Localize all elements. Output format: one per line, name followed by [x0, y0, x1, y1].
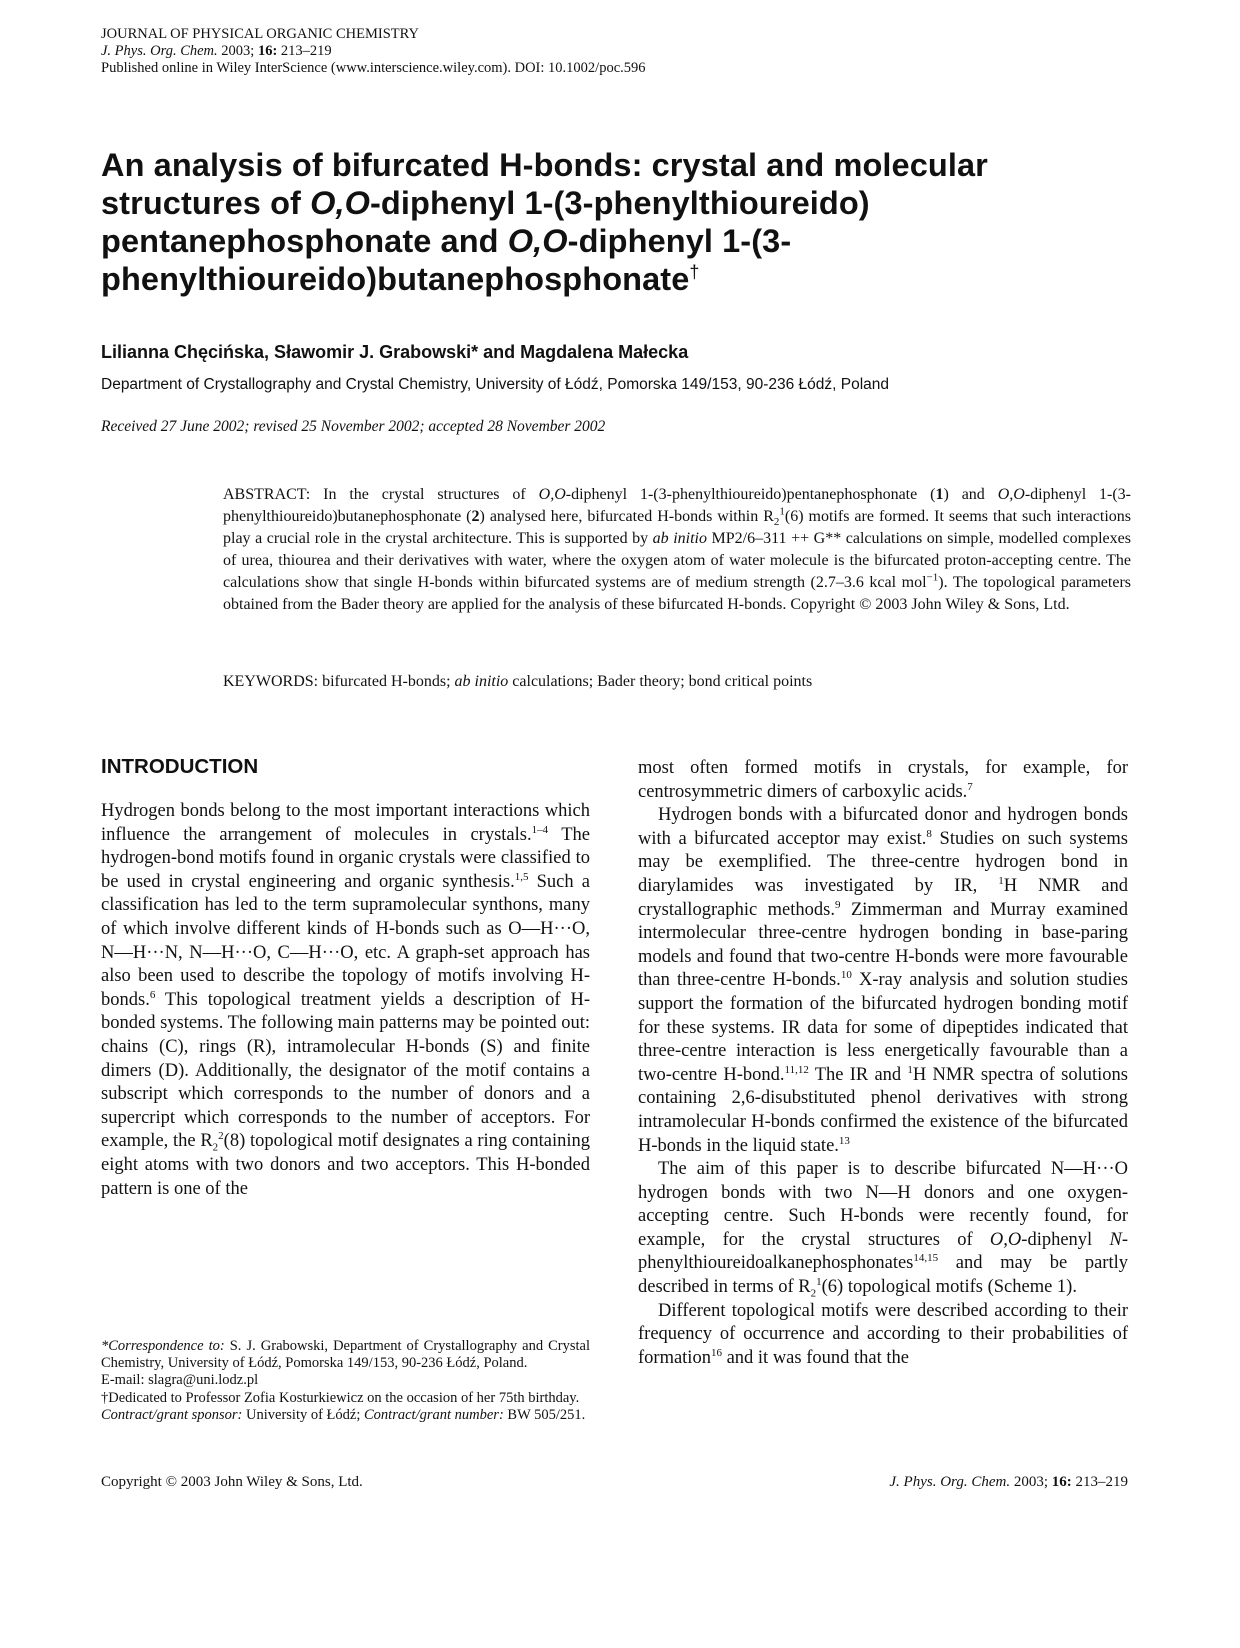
- footnote-text: BW 505/251.: [503, 1406, 586, 1423]
- title-italic: O,O: [310, 185, 370, 221]
- body-text: (8) topological motif designates a ring containing eight atoms with two donors and two acceptors. This H-bonded pattern is one of the: [101, 1131, 590, 1199]
- body-text: Hydrogen bonds belong to the most important interactions which influence the arrangement of molecules in crystals.: [101, 801, 590, 845]
- footer-pages: 213–219: [1075, 1474, 1128, 1490]
- body-text: H NMR spectra of solutions containing 2,6-disubstituted phenol derivatives with strong intramolecular H-bonds confirmed the existence of the bifurcated H-bonds in the liquid state.: [638, 1064, 1128, 1156]
- body-text: -phenylthioureidoalkanephosphonates: [638, 1229, 1128, 1274]
- footer-copyright: Copyright © 2003 John Wiley & Sons, Ltd.: [101, 1474, 363, 1490]
- body-text: The aim of this paper is to describe bifurcated N—H···O hydrogen bonds with two N—H donors and one oxygen-accepting centre. Such H-bonds were recently found, for example, for the crystal structures of: [638, 1159, 1128, 1250]
- keywords-text: KEYWORDS: bifurcated H-bonds;: [223, 673, 455, 690]
- title-italic: O,O: [507, 223, 568, 259]
- reference-superscript: 16: [710, 1346, 722, 1359]
- body-text: The IR and: [808, 1064, 908, 1085]
- abstract: [223, 484, 1131, 616]
- keywords-text: calculations; Bader theory; bond critical points: [508, 673, 813, 690]
- abstract-subscript: 2: [773, 516, 780, 529]
- footnotes: [101, 1338, 590, 1424]
- abstract-text: MP2/6–311 ++ G** calculations on simple, modelled complexes of urea, thiourea and their derivatives with water, where the oxygen atom of water molecule is the bifurcated proton-accepting centre. The calculations show that single H-bonds within bifurcated systems are of medium strength (2.7–3.6 kcal mol: [223, 530, 1131, 591]
- section-heading-introduction: INTRODUCTION: [101, 755, 259, 778]
- abstract-bold: 1: [935, 486, 944, 503]
- subscript: 2: [212, 1142, 219, 1154]
- email-footnote: E-mail: slagra@uni.lodz.pl: [101, 1372, 259, 1389]
- body-paragraph: [638, 757, 1128, 804]
- citation-abbrev: J. Phys. Org. Chem.: [101, 43, 218, 59]
- reference-superscript: 1,5: [514, 870, 529, 883]
- abstract-text: ). The topological parameters obtained from the Bader theory are applied for the analysis of these bifurcated H-bonds. Copyright © 2003 John Wiley & Sons, Ltd.: [223, 574, 1131, 613]
- title-dagger: †: [689, 262, 700, 283]
- body-text: Different topological motifs were described according to their frequency of occurrence and according to their probabilities of formation: [638, 1300, 1128, 1368]
- correspondence-footnote: [101, 1338, 590, 1372]
- body-column-left: [101, 800, 590, 1201]
- body-text: Zimmerman and Murray examined intermolecular three-centre hydrogen bonding in base-paring models and found that two-centre H-bonds were more favourable than three-centre H-bonds.: [638, 899, 1128, 991]
- body-text: -diphenyl: [1021, 1229, 1110, 1250]
- grant-footnote: [101, 1407, 590, 1424]
- body-text: Such a classification has led to the term supramolecular synthons, many of which involve different kinds of H-bonds such as O—H···O, N—H···N, N—H···O, C—H···O, etc. A graph-set approach has also been used to describe the topology of motifs involving H-bonds.: [101, 871, 590, 1010]
- footer-journal: J. Phys. Org. Chem.: [889, 1474, 1011, 1490]
- footnote-label: *Correspondence to:: [101, 1338, 225, 1354]
- body-italic: N: [1109, 1229, 1122, 1250]
- citation-pages: 213–219: [280, 43, 332, 59]
- abstract-superscript: 1: [779, 505, 785, 518]
- authors: Lilianna Chęcińska, Sławomir J. Grabowski* and Magdalena Małecka: [101, 342, 689, 362]
- footer-volume: 16:: [1051, 1474, 1072, 1490]
- body-text: The hydrogen-bond motifs found in organic crystals were classified to be used in crystal engineering and organic synthesis.: [101, 824, 591, 892]
- abstract-text: ABSTRACT: In the crystal structures of: [223, 486, 539, 503]
- abstract-text: ) analysed here, bifurcated H-bonds within R: [479, 508, 774, 525]
- body-text: Hydrogen bonds with a bifurcated donor and hydrogen bonds with a bifurcated acceptor may exist.: [638, 805, 1128, 849]
- footnote-text: University of Łódź;: [242, 1406, 365, 1423]
- isotope-superscript: 1: [998, 874, 1004, 887]
- body-text: and it was found that the: [721, 1347, 909, 1368]
- footer-citation: [889, 1474, 1128, 1491]
- reference-superscript: 10: [840, 969, 852, 982]
- body-text: X-ray analysis and solution studies support the formation of the bifurcated hydrogen bonding motif for these systems. IR data for some of dipeptides indicated that three-centre interaction is less energetically favourable than a two-centre H-bond.: [638, 970, 1129, 1085]
- reference-superscript: 7: [967, 780, 973, 793]
- body-text: and may be partly described in terms of R: [638, 1253, 1128, 1298]
- citation-volume: 16:: [257, 43, 278, 59]
- footnote-label: Contract/grant sponsor:: [101, 1406, 243, 1423]
- journal-name: JOURNAL OF PHYSICAL ORGANIC CHEMISTRY: [101, 26, 419, 42]
- keywords-italic: ab initio: [454, 673, 509, 690]
- body-paragraph: [638, 804, 1128, 1158]
- affiliation: Department of Crystallography and Crystal Chemistry, University of Łódź, Pomorska 149/153, 90-236 Łódź, Poland: [101, 376, 890, 393]
- body-text: Studies on such systems may be exemplified. The three-centre hydrogen bond in diarylamides was investigated by IR,: [638, 828, 1128, 896]
- abstract-text: -diphenyl 1-(3-phenylthioureido)butanephosphonate (: [223, 486, 1132, 525]
- body-paragraph: [101, 800, 590, 1201]
- isotope-superscript: 1: [907, 1063, 913, 1076]
- subscript: 2: [810, 1287, 817, 1300]
- citation-year: 2003;: [221, 43, 255, 59]
- abstract-text: (6) motifs are formed. It seems that such interactions play a crucial role in the crystal architecture. This is supported by: [223, 508, 1132, 547]
- footnote-text: S. J. Grabowski, Department of Crystallography and Crystal Chemistry, University of Łódź, Pomorska 149/153, 90-236 Łódź, Poland.: [101, 1338, 590, 1372]
- abstract-text: -diphenyl 1-(3-phenylthioureido)pentanephosphonate (: [565, 486, 936, 503]
- reference-superscript: 8: [926, 827, 932, 840]
- title-part: -diphenyl 1-(3-phenylthioureido) pentanephosphonate and: [101, 185, 870, 259]
- journal-citation: [101, 43, 646, 60]
- article-title: [101, 146, 1111, 298]
- body-text: most often formed motifs in crystals, for example, for centrosymmetric dimers of carboxylic acids.: [638, 758, 1128, 802]
- footnote-label: Contract/grant number:: [364, 1406, 504, 1423]
- superscript: 1: [816, 1275, 822, 1288]
- abstract-italic: ab initio: [652, 530, 707, 547]
- reference-superscript: 13: [838, 1134, 850, 1147]
- abstract-superscript: −1: [926, 571, 939, 584]
- body-text: H NMR and crystallographic methods.: [638, 875, 1128, 920]
- dedication-footnote: †Dedicated to Professor Zofia Kosturkiewicz on the occasion of her 75th birthday.: [101, 1389, 580, 1406]
- body-text: (6) topological motifs (Scheme 1).: [821, 1277, 1077, 1298]
- title-part: An analysis of bifurcated H-bonds: crystal and molecular structures of: [101, 147, 988, 221]
- abstract-text: ) and: [943, 486, 998, 503]
- reference-superscript: 1–4: [531, 823, 549, 836]
- body-text: This topological treatment yields a description of H-bonded systems. The following main patterns may be pointed out: chains (C), rings (R), intramolecular H-bonds (S) and finite dimers (D). Additionally, the designator of the motif contains a subscript which corresponds to the number of donors and a supercript which corresponds to the number of acceptors. For example, the R: [101, 989, 590, 1152]
- body-paragraph: [638, 1158, 1128, 1300]
- reference-superscript: 9: [834, 898, 841, 911]
- body-paragraph: [638, 1300, 1128, 1371]
- reference-superscript: 11,12: [784, 1063, 809, 1076]
- received-dates: Received 27 June 2002; revised 25 November 2002; accepted 28 November 2002: [101, 418, 606, 435]
- abstract-italic: O,O: [538, 486, 566, 503]
- published-line: Published online in Wiley InterScience (www.interscience.wiley.com). DOI: 10.1002/poc.596: [101, 60, 646, 76]
- reference-superscript: 14,15: [913, 1252, 939, 1265]
- footer-year: 2003;: [1013, 1474, 1048, 1490]
- body-italic: O,O: [989, 1229, 1022, 1250]
- title-part: -diphenyl 1-(3-phenylthioureido)butanephosphonate: [101, 223, 792, 297]
- body-column-right: [638, 757, 1128, 1370]
- reference-superscript: 6: [149, 988, 156, 1001]
- abstract-italic: O,O: [997, 486, 1025, 503]
- keywords: [223, 671, 1131, 693]
- journal-header: [101, 26, 646, 77]
- superscript: 2: [218, 1130, 224, 1143]
- abstract-bold: 2: [471, 508, 480, 525]
